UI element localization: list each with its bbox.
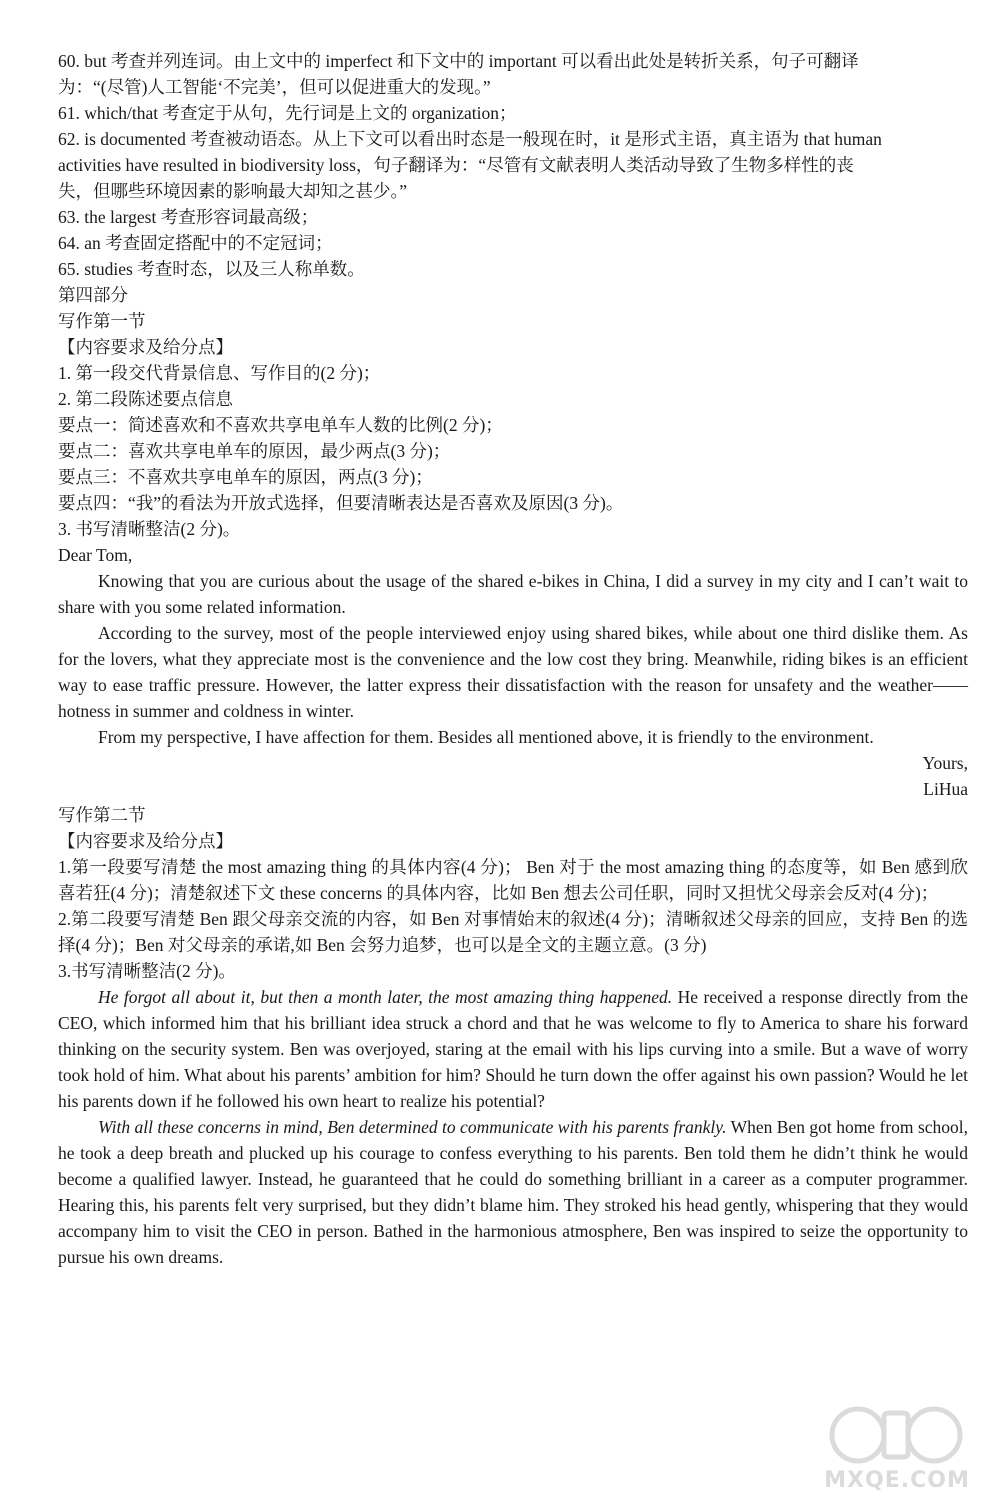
answer-64: 64. an 考查固定搭配中的不定冠词； <box>58 233 333 253</box>
letter-greeting: Dear Tom, <box>58 545 133 565</box>
watermark-text: MXQE.COM <box>824 1468 970 1493</box>
grammar-answers <box>58 48 968 282</box>
answer-60-line2: 为：“(尽管)人工智能‘不完美’，但可以促进重大的发现。” <box>58 77 491 97</box>
answer-65: 65. studies 考查时态，以及三人称单数。 <box>58 259 365 279</box>
section2-criteria-heading: 【内容要求及给分点】 <box>58 831 233 851</box>
criterion-2: 2. 第二段陈述要点信息 <box>58 389 233 409</box>
letter-paragraph-2: According to the survey, most of the people interviewed enjoy using shared bikes, while about one third dislike them. As for the lovers, what they appreciate most is the convenience and the low cost they bring. Meanwhile, riding bikes is an efficient way to ease traffic pressure. However, the latter express their dissatisfaction with the reason for unsafety and the weather——hotness in summer and coldness in winter. <box>58 623 968 721</box>
watermark-seal-icon <box>822 1403 972 1465</box>
story-paragraph-1 <box>58 984 968 1114</box>
section2-criterion-1: 1.第一段要写清楚 the most amazing thing 的具体内容(4 分)； Ben 对于 the most amazing thing 的态度等，如 Ben 感到欣喜若狂(4 分)；清楚叙述下文 these concerns 的具体内容，比如 Ben 想去公司任职，同时又担忧父母亲会反对(4 分)； <box>58 857 968 903</box>
key-point-1: 要点一：简述喜欢和不喜欢共享电单车人数的比例(2 分)； <box>58 415 503 435</box>
key-point-4: 要点四：“我”的看法为开放式选择，但要清晰表达是否喜欢及原因(3 分)。 <box>58 493 624 513</box>
writing-section-1 <box>58 308 968 802</box>
letter-signature: LiHua <box>923 779 968 799</box>
section2-criterion-3: 3.书写清晰整洁(2 分)。 <box>58 961 236 981</box>
criterion-3: 3. 书写清晰整洁(2 分)。 <box>58 519 241 539</box>
answer-62-line1: 62. is documented 考查被动语态。从上下文可以看出时态是一般现在时，it 是形式主语，真主语为 that human <box>58 129 882 149</box>
story-paragraph-1-body: He received a response directly from the CEO, which informed him that his brilliant idea struck a chord and that he was welcome to fly to America to share his forward thinking on the security system. Ben was overjoyed, staring at the email with his lips curving into a smile. But a wave of worry took hold of him. What about his parents’ ambition for him? Should he turn down the offer against his own passion? Would he let his parents down if he followed his own heart to realize his potential? <box>58 987 968 1111</box>
letter-paragraph-1: Knowing that you are curious about the usage of the shared e-bikes in China, I did a survey in my city and I can’t wait to share with you some related information. <box>58 571 968 617</box>
key-point-2: 要点二：喜欢共享电单车的原因，最少两点(3 分)； <box>58 441 451 461</box>
answer-62-line3: 失，但哪些环境因素的影响最大却知之甚少。” <box>58 181 408 201</box>
section1-title: 写作第一节 <box>58 311 146 331</box>
key-point-3: 要点三：不喜欢共享电单车的原因，两点(3 分)； <box>58 467 433 487</box>
section2-title: 写作第二节 <box>58 805 146 825</box>
criterion-1: 1. 第一段交代背景信息、写作目的(2 分)； <box>58 363 381 383</box>
sample-letter <box>58 542 968 802</box>
answer-document <box>58 48 968 1270</box>
section1-criteria-heading: 【内容要求及给分点】 <box>58 337 233 357</box>
story-paragraph-1-lead: He forgot all about it, but then a month later, the most amazing thing happened. <box>98 987 673 1007</box>
sample-story <box>58 984 968 1270</box>
answer-62-line2: activities have resulted in biodiversity loss，句子翻译为：“尽管有文献表明人类活动导致了生物多样性的丧 <box>58 155 854 175</box>
answer-60-line1: 60. but 考查并列连词。由上文中的 imperfect 和下文中的 important 可以看出此处是转折关系，句子可翻译 <box>58 51 859 71</box>
story-paragraph-2 <box>58 1114 968 1270</box>
watermark-logo <box>822 1403 972 1493</box>
story-paragraph-2-lead: With all these concerns in mind, Ben determined to communicate with his parents frankly. <box>98 1117 727 1137</box>
section2-criterion-2: 2.第二段要写清楚 Ben 跟父母亲交流的内容，如 Ben 对事情始末的叙述(4 分)；清晰叙述父母亲的回应，支持 Ben 的选择(4 分)；Ben 对父母亲的承诺,如 Ben 会努力追梦，也可以是全文的主题立意。(3 分) <box>58 909 968 955</box>
answer-61: 61. which/that 考查定于从句，先行词是上文的 organization； <box>58 103 517 123</box>
answer-63: 63. the largest 考查形容词最高级； <box>58 207 319 227</box>
story-paragraph-2-body: When Ben got home from school, he took a deep breath and plucked up his courage to confess everything to his parents. Ben told them he didn’t think he would become a qualified lawyer. Instead, he guaranteed that he could do something brilliant in a career as a computer programmer. Hearing this, his parents felt very surprised, but they didn’t blame him. They stroked his head gently, whispering that they would accompany him to visit the CEO in person. Bathed in the harmonious atmosphere, Ben was inspired to seize the opportunity to pursue his own dreams. <box>58 1117 969 1267</box>
letter-paragraph-3: From my perspective, I have affection for them. Besides all mentioned above, it is friendly to the environment. <box>98 727 874 747</box>
letter-closing: Yours, <box>922 753 968 773</box>
part-four-heading: 第四部分 <box>58 285 128 305</box>
writing-section-2 <box>58 802 968 1270</box>
